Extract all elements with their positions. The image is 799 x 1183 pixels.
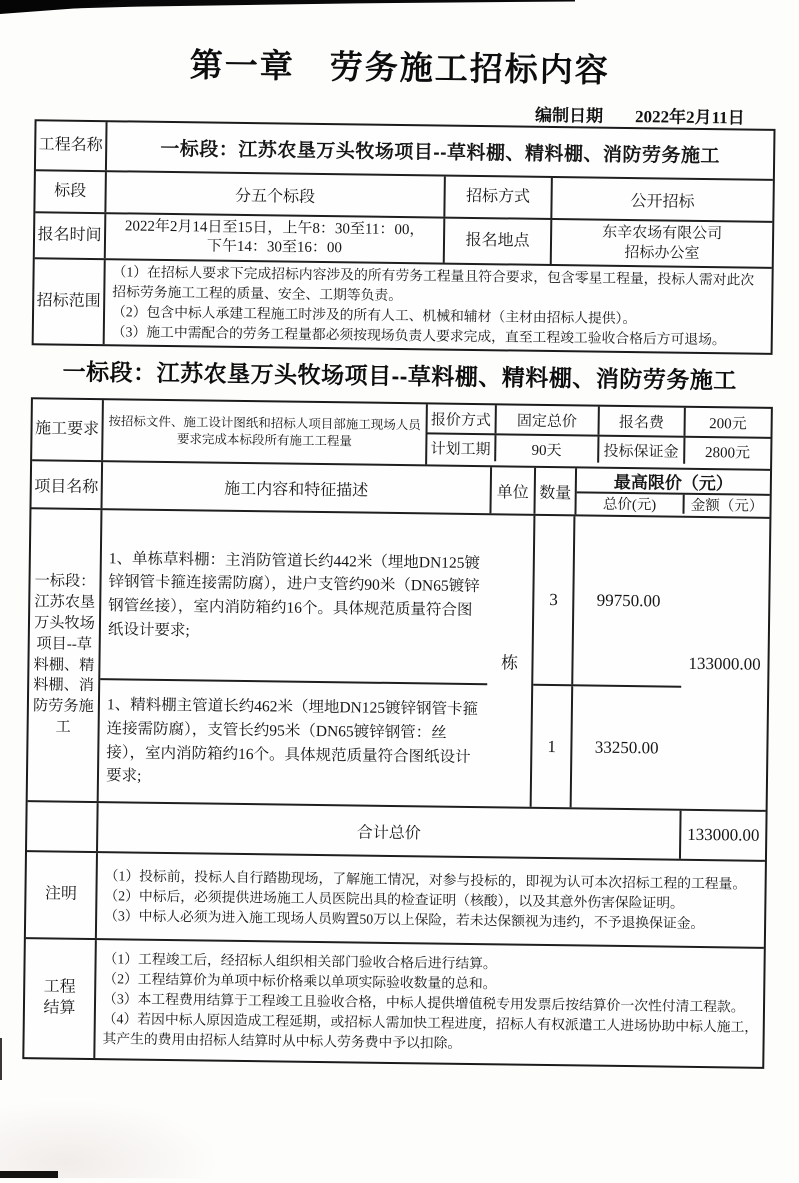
table-row xyxy=(427,432,770,464)
column-header-description: 施工内容和特征描述 xyxy=(101,462,491,513)
item-name-cell: 一标段：江苏农垦万头牧场项目--草料棚、精料棚、消防劳务施工 xyxy=(32,571,96,737)
quantity-total-column xyxy=(530,516,684,809)
quantity-value: 1 xyxy=(547,736,557,756)
section-label: 标段 xyxy=(54,182,87,200)
total-price-value: 99750.00 xyxy=(572,516,684,685)
quantity-value: 3 xyxy=(549,589,558,610)
bid-scope-item: （2）包含中标人承建工程施工时涉及的所有人工、机械和辅材（主材由招标人提供）。 xyxy=(111,304,637,327)
settlement-item: （4）若因中标人原因造成工程延期，或招标人需加快工程进度，招标人有权派遣工人进场协助中标人施工，其产生的费用由招标人结算时从中标人劳务费中予以扣除。 xyxy=(102,1011,759,1051)
sum-label-cell: 合计总价 xyxy=(96,803,680,859)
sum-value-cell: 133000.00 xyxy=(679,811,766,860)
construction-requirement-label: 施工要求 xyxy=(34,419,100,438)
signup-fee-label: 报名费 xyxy=(598,407,684,436)
signup-time-label: 报名时间 xyxy=(37,225,102,244)
table-row xyxy=(533,516,683,686)
signup-place-value: 东辛农场有限公司 招标办公室 xyxy=(550,220,773,267)
scan-left-edge-artifact xyxy=(0,1038,2,1080)
bid-item-rows xyxy=(28,507,770,810)
note-item: （2）中标后，必须提供进场施工人员医院出具的检查证明（核酸），以及其意外伤害保险证明。 xyxy=(104,887,684,911)
project-info-table xyxy=(32,119,776,355)
scan-smudge-artifact xyxy=(0,1100,220,1178)
scan-bottom-edge-artifact xyxy=(0,1171,58,1178)
compile-date-value: 2022年2月11日 xyxy=(634,107,745,128)
amount-value-cell: 133000.00 xyxy=(688,653,761,674)
notes-row xyxy=(26,850,765,947)
total-price-value: 33250.00 xyxy=(570,686,681,808)
table-row xyxy=(36,121,774,179)
settlement-item: （1）工程竣工后，经招标人组织相关部门验收合格后进行结算。 xyxy=(103,951,497,972)
project-name-label: 工程名称 xyxy=(38,135,103,154)
settlement-row xyxy=(24,937,764,1067)
table-row xyxy=(32,399,771,469)
notes-label: 注明 xyxy=(44,885,78,903)
settlement-content xyxy=(93,940,763,1067)
settlement-label: 工程 结算 xyxy=(43,978,76,1017)
bid-scope-item: （1）在招标人要求下完成招标内容涉及的所有劳务工程量且符合要求，包含零星工程量，投标人需对此次招标劳务施工工程的质量、安全、工期等负责。 xyxy=(112,264,755,304)
construction-requirement-value: 按招标文件、施工设计图纸和招标人项目部施工现场人员要求完成本标段所有施工工程量 xyxy=(101,400,426,464)
table-row xyxy=(532,684,682,809)
table-header-row xyxy=(32,459,771,517)
item-description: 1、精料棚主管道长约462米（埋地DN125镀锌钢管卡箍连接需防腐），支管长约95米（DN65镀锌钢管：丝接），室内消防箱约16个。具体规范质量符合图纸设计要求; xyxy=(99,678,488,806)
signup-fee-value: 200元 xyxy=(683,408,771,437)
bid-scope-content xyxy=(103,260,772,353)
item-description: 1、单栋草料棚：主消防管道长约442米（埋地DN125镀锌钢管卡箍连接需防腐），进户支管约90米（DN65镀锌钢管丝接），室内消防箱约16个。具体规范质量符合图纸设计要求; xyxy=(107,550,481,639)
compile-date-line xyxy=(535,101,745,129)
quote-method-label: 报价方式 xyxy=(430,411,492,429)
bid-scope-label: 招标范围 xyxy=(36,291,101,310)
column-header-item: 项目名称 xyxy=(34,477,99,496)
settlement-item: （3）本工程费用结算于工程竣工且验收合格，中标人提供增值税专用发票后按结算价一次性付清工程款。 xyxy=(102,991,745,1015)
bid-deposit-label: 投标保证金 xyxy=(597,437,683,464)
note-item: （1）投标前，投标人自行踏勘现场，了解施工情况，对参与投标的，即视为认可本次招标工程的工程量。 xyxy=(104,867,747,892)
project-name-value: 一标段：江苏农垦万头牧场项目--草料棚、精料棚、消防劳务施工 xyxy=(105,122,774,179)
empty-cell xyxy=(27,802,97,851)
settlement-item: （2）工程结算价为单项中标价格乘以单项实际验收数量的总和。 xyxy=(103,971,497,992)
quote-info-block xyxy=(425,404,771,469)
signup-time-value: 2022年2月14日至15日，上午8：30至11：00， 下午14：30至16：00 xyxy=(104,214,444,262)
quote-method-value: 固定总价 xyxy=(494,405,598,434)
table-row xyxy=(35,211,773,267)
bid-method-label: 招标方式 xyxy=(443,177,551,218)
sum-row xyxy=(27,800,766,860)
max-price-header-block xyxy=(574,468,770,517)
column-header-total: 总价(元) xyxy=(602,496,657,514)
column-header-max-price: 最高限价（元） xyxy=(613,472,733,494)
column-header-quantity: 数量 xyxy=(533,468,575,515)
section-heading: 一标段：江苏农垦万头牧场项目--草料棚、精料棚、消防劳务施工 xyxy=(62,358,738,394)
table-row xyxy=(428,404,771,436)
notes-content xyxy=(95,853,765,947)
bid-items-table xyxy=(22,397,773,1069)
bid-deposit-value: 2800元 xyxy=(683,438,771,465)
column-header-unit: 单位 xyxy=(489,467,534,514)
unit-value-cell: 栋 xyxy=(500,653,519,673)
page-title: 第一章 劳务施工招标内容 xyxy=(189,46,611,89)
section-value: 分五个标段 xyxy=(104,172,443,216)
column-header-amount: 金额（元） xyxy=(682,495,769,515)
planned-duration-label: 计划工期 xyxy=(430,440,491,458)
signup-place-label: 报名地点 xyxy=(443,219,551,264)
description-column xyxy=(97,510,490,806)
table-row xyxy=(34,257,772,353)
bid-method-value: 公开招标 xyxy=(550,178,773,221)
table-row xyxy=(576,491,769,515)
planned-duration-value: 90天 xyxy=(494,435,598,462)
compile-date-label: 编制日期 xyxy=(534,105,604,126)
note-item: （3）中标人必须为进入施工现场人员购置50万以上保险，若未达保额视为违约，不予退换保证金。 xyxy=(104,907,705,931)
bid-scope-item: （3）施工中需配合的劳务工程量都必须按现场负责人要求完成，直至工程竣工验收合格后方可退场。 xyxy=(111,324,726,348)
